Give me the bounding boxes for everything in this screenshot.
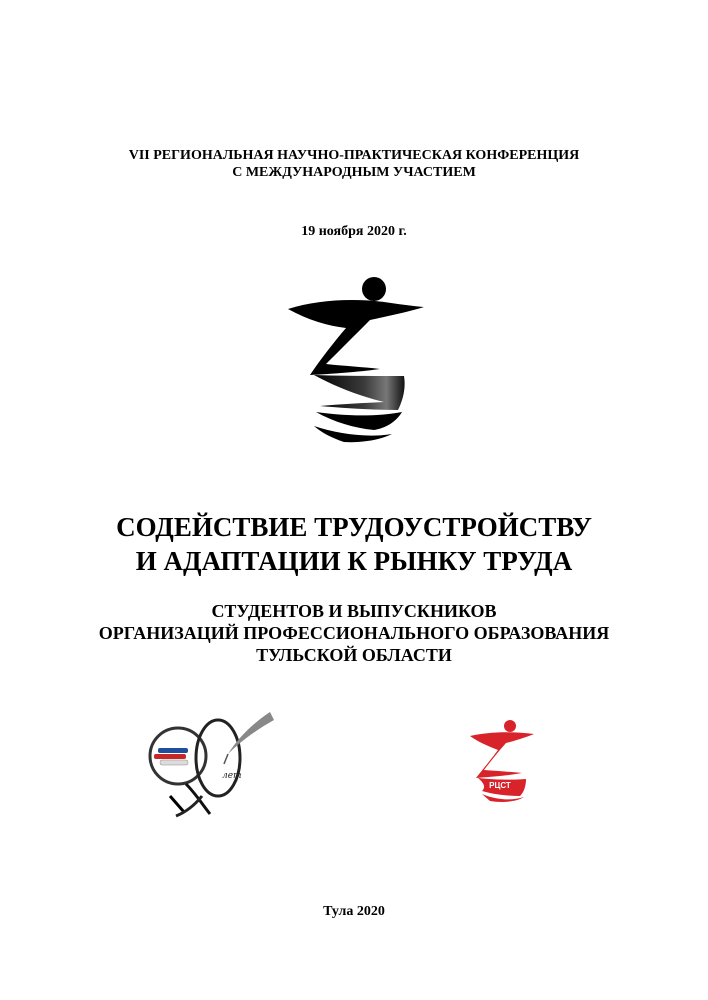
book-white-icon bbox=[160, 760, 188, 765]
conference-title-line-1: VII РЕГИОНАЛЬНАЯ НАУЧНО-ПРАКТИЧЕСКАЯ КОНФЕРЕНЦИЯ bbox=[128, 148, 580, 163]
book-blue-icon bbox=[158, 748, 188, 753]
subtitle-line-1: СТУДЕНТОВ И ВЫПУСКНИКОВ bbox=[211, 601, 497, 621]
conference-title bbox=[0, 147, 708, 181]
book-red-icon bbox=[154, 754, 186, 759]
subtitle bbox=[0, 600, 708, 666]
conference-title-line-2: С МЕЖДУНАРОДНЫМ УЧАСТИЕМ bbox=[232, 165, 476, 180]
conference-date: 19 ноября 2020 г. bbox=[301, 224, 407, 239]
rcst-logo bbox=[466, 718, 538, 802]
subtitle-line-3: ТУЛЬСКОЙ ОБЛАСТИ bbox=[256, 645, 452, 665]
subtitle-line-2: ОРГАНИЗАЦИЙ ПРОФЕССИОНАЛЬНОГО ОБРАЗОВАНИЯ bbox=[98, 623, 610, 643]
footer-city-year: Тула 2020 bbox=[323, 904, 385, 919]
main-title bbox=[0, 510, 708, 578]
main-title-line-2: И АДАПТАЦИИ К РЫНКУ ТРУДА bbox=[135, 546, 573, 576]
main-title-line-1: СОДЕЙСТВИЕ ТРУДОУСТРОЙСТВУ bbox=[116, 512, 592, 542]
main-emblem-logo bbox=[280, 272, 426, 444]
anniversary-90-logo bbox=[140, 708, 280, 818]
anniversary-script-text: лет bbox=[222, 771, 242, 781]
rcst-logo-text: РЦСТ bbox=[489, 781, 511, 790]
